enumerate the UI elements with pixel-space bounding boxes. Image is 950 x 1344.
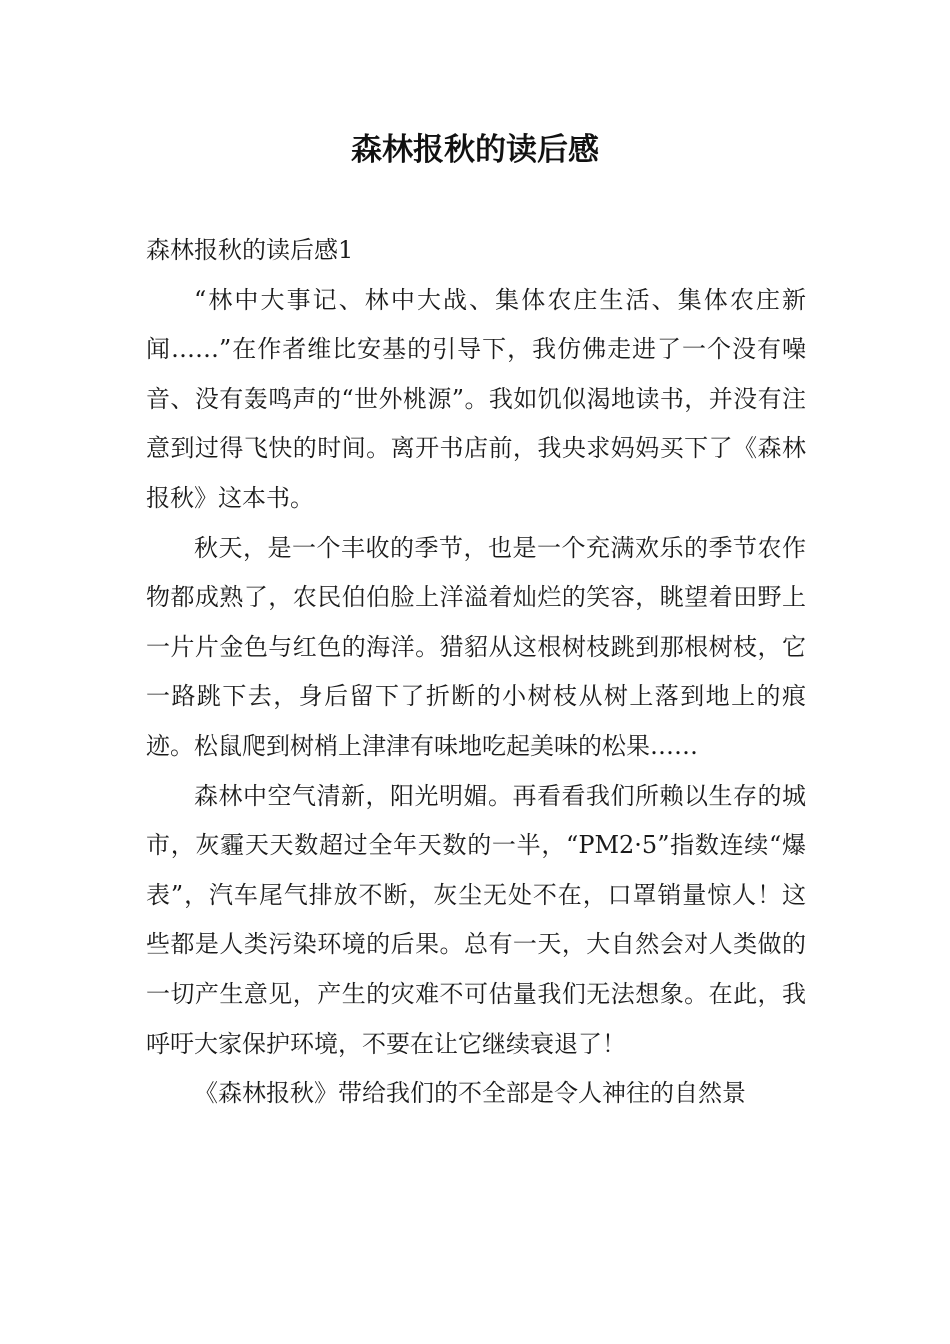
paragraph-3: 森林中空气清新，阳光明媚。再看看我们所赖以生存的城市，灰霾天天数超过全年天数的一半，“PM2·5”指数连续“爆表”，汽车尾气排放不断，灰尘无处不在，口罩销量惊人！这些都是人类污染环境的后果。总有一天，大自然会对人类做的一切产生意见，产生的灾难不可估量我们无法想象。在此，我呼吁大家保护环境，不要在让它继续衰退了！ (146, 781, 806, 1058)
paragraph-1: “林中大事记、林中大战、集体农庄生活、集体农庄新闻……”在作者维比安基的引导下，我仿佛走进了一个没有噪音、没有轰鸣声的“世外桃源”。我如饥似渴地读书，并没有注意到过得飞快的时间。离开书店前，我央求妈妈买下了《森林报秋》这本书。 (146, 285, 806, 512)
section-heading: 森林报秋的读后感1 (146, 236, 354, 264)
paragraph-2: 秋天，是一个丰收的季节，也是一个充满欢乐的季节农作物都成熟了，农民伯伯脸上洋溢着灿烂的笑容，眺望着田野上一片片金色与红色的海洋。猎貂从这根树枝跳到那根树枝，它一路跳下去，身后留下了折断的小树枝从树上落到地上的痕迹。松鼠爬到树梢上津津有味地吃起美味的松果…… (146, 533, 806, 760)
document-body (146, 226, 806, 1119)
paragraph-4: 《森林报秋》带给我们的不全部是令人神往的自然景 (194, 1079, 746, 1108)
document-title: 森林报秋的读后感 (351, 132, 599, 168)
